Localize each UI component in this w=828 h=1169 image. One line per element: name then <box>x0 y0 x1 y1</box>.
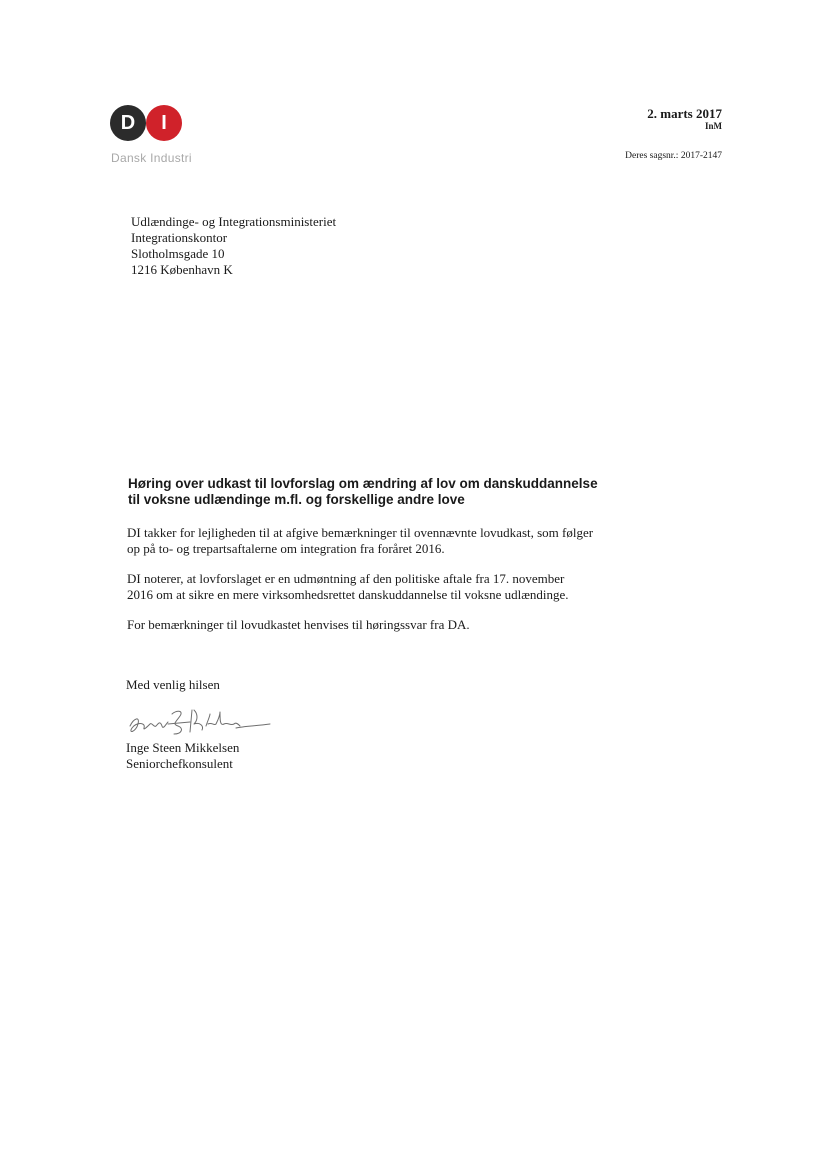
logo-letter-d: D <box>110 105 146 141</box>
logo-company-name: Dansk Industri <box>111 151 192 165</box>
address-line-1: Udlændinge- og Integrationsministeriet <box>131 214 337 229</box>
subject-line-2: til voksne udlændinge m.fl. og forskellige andre love <box>128 492 465 507</box>
letter-subject <box>128 476 688 508</box>
case-reference: Deres sagsnr.: 2017-2147 <box>625 151 722 161</box>
handwritten-signature <box>124 704 274 738</box>
author-initials: InM <box>704 121 722 131</box>
letter-header <box>647 106 722 132</box>
signer-block <box>126 740 239 772</box>
body-paragraph-1 <box>127 525 667 557</box>
logo-letter-i: I <box>146 105 182 141</box>
address-line-4: 1216 København K <box>131 262 233 277</box>
body-paragraph-2 <box>127 571 667 603</box>
address-line-3: Slotholmsgade 10 <box>131 246 225 261</box>
recipient-address <box>131 214 336 278</box>
address-line-2: Integrationskontor <box>131 230 228 245</box>
subject-line-1: Høring over udkast til lovforslag om ændring af lov om danskuddannelse <box>128 476 598 491</box>
body-paragraph-3: For bemærkninger til lovudkastet henvises til høringssvar fra DA. <box>127 617 470 632</box>
paragraph-1-line-1: DI takker for lejligheden til at afgive bemærkninger til ovennævnte lovudkast, som følger <box>127 525 594 540</box>
paragraph-2-line-2: 2016 om at sikre en mere virksomhedsrettet danskuddannelse til voksne udlændinge. <box>127 587 569 602</box>
paragraph-1-line-2: op på to- og trepartsaftalerne om integration fra foråret 2016. <box>127 541 445 556</box>
signer-name: Inge Steen Mikkelsen <box>126 740 240 755</box>
closing-salutation: Med venlig hilsen <box>126 677 220 692</box>
dansk-industri-logo <box>110 105 220 167</box>
paragraph-2-line-1: DI noterer, at lovforslaget er en udmøntning af den politiske aftale fra 17. november <box>127 571 565 586</box>
signer-title: Seniorchefkonsulent <box>126 756 233 771</box>
letter-date: 2. marts 2017 <box>647 106 722 121</box>
